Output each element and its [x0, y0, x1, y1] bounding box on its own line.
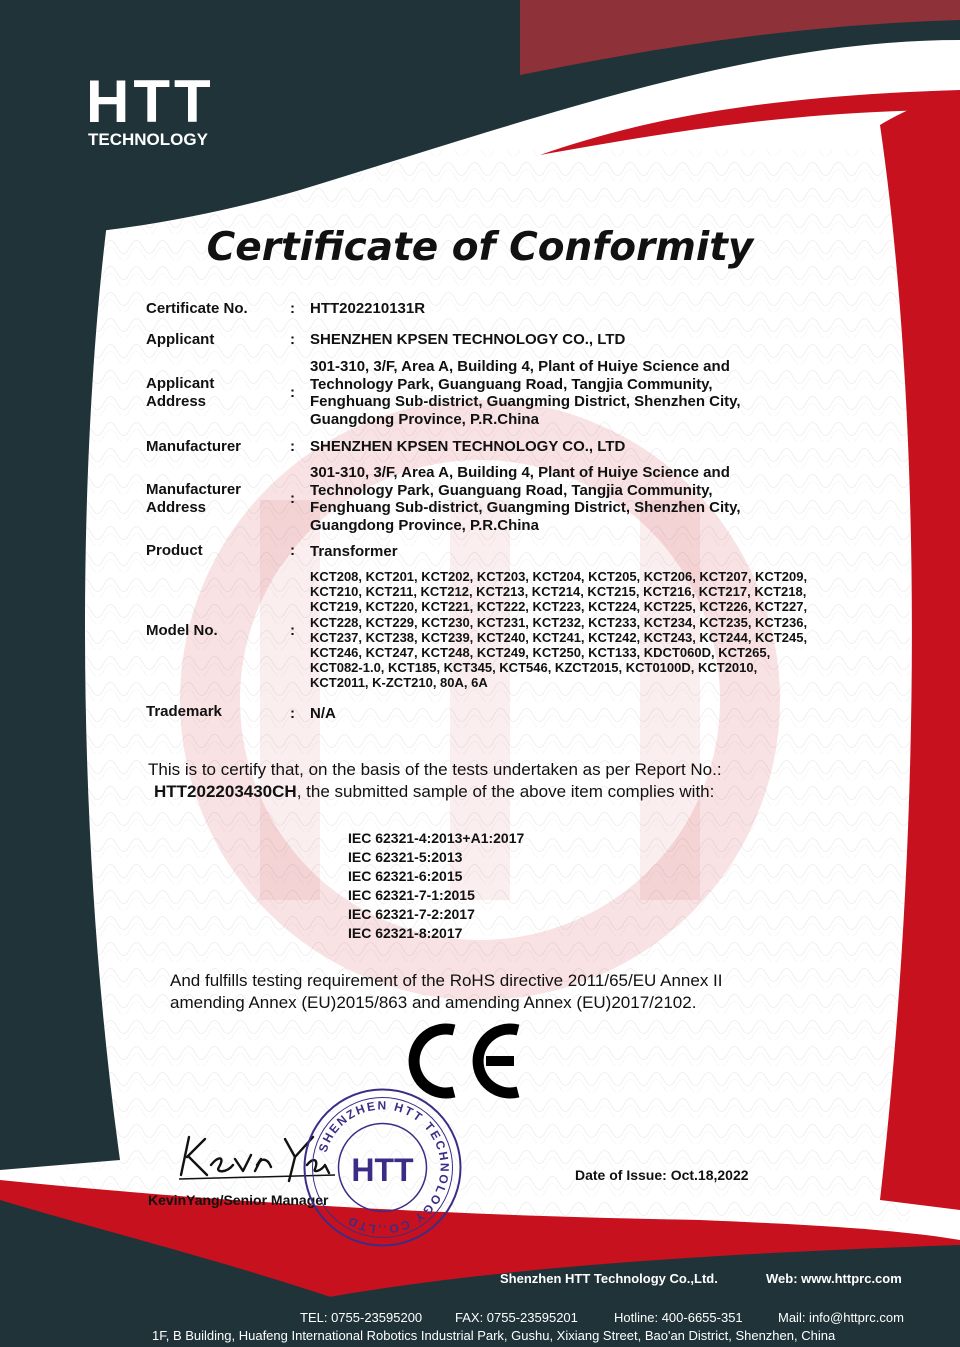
footer-fax: FAX: 0755-23595201 — [455, 1310, 578, 1325]
standard-item: IEC 62321-4:2013+A1:2017 — [348, 830, 525, 846]
product-value: Transformer — [310, 543, 398, 560]
model-line: KCT210, KCT211, KCT212, KCT213, KCT214, KCT215, KCT216, KCT217, KCT218, — [310, 584, 807, 600]
address-line: 301-310, 3/F, Area A, Building 4, Plant of Huiye Science and — [310, 464, 730, 481]
standard-item: IEC 62321-8:2017 — [348, 925, 463, 941]
address-line: Technology Park, Guanguang Road, Tangjia Community, — [310, 481, 713, 499]
applicant-address-label-line1: Applicant — [146, 375, 215, 392]
signature-caption: KevinYang/Senior Manager — [148, 1192, 329, 1208]
address-line: Fenghuang Sub-district, Guangming District, Shenzhen City, — [310, 499, 741, 516]
manufacturer-address-label-line1: Manufacturer — [146, 481, 242, 498]
footer-company: Shenzhen HTT Technology Co.,Ltd. — [500, 1271, 718, 1286]
date-of-issue: Date of Issue: Oct.18,2022 — [575, 1167, 749, 1183]
manufacturer-address-label-line2: Address — [146, 499, 207, 516]
svg-text:HTT: HTT — [351, 1152, 414, 1188]
colon: : — [290, 542, 295, 559]
address-line: Guangdong Province, P.R.China — [310, 516, 539, 534]
standard-item: IEC 62321-7-1:2015 — [348, 887, 475, 903]
standard-item: IEC 62321-5:2013 — [348, 849, 463, 865]
certificate-no-value: HTT202210131R — [310, 300, 426, 317]
footer-mail: Mail: info@httprc.com — [778, 1310, 904, 1325]
trademark-value: N/A — [310, 705, 336, 722]
product-label: Product — [146, 542, 203, 559]
manufacturer-address-label — [146, 481, 286, 517]
model-no-label: Model No. — [146, 622, 218, 639]
certificate-title: Certificate of Conformity — [206, 225, 754, 270]
logo-technology: TECHNOLOGY — [88, 130, 208, 149]
footer-hotline: Hotline: 400-6655-351 — [614, 1310, 743, 1325]
address-line: Guangdong Province, P.R.China — [310, 410, 539, 428]
standards-list — [348, 829, 524, 943]
model-line: KCT228, KCT229, KCT230, KCT231, KCT232, KCT233, KCT234, KCT235, KCT236, — [310, 614, 808, 630]
certificate-no-label: Certificate No. — [146, 300, 248, 317]
trademark-label: Trademark — [146, 703, 222, 720]
model-line: KCT246, KCT247, KCT248, KCT249, KCT250, KCT133, KDCT060D, KCT265, — [310, 645, 771, 661]
model-line: KCT219, KCT220, KCT221, KCT222, KCT223, KCT224, KCT225, KCT226, KCT227, — [310, 599, 808, 615]
colon: : — [290, 438, 295, 455]
company-stamp — [300, 1085, 465, 1250]
applicant-address-value — [310, 358, 850, 428]
model-line: KCT237, KCT238, KCT239, KCT240, KCT241, KCT242, KCT243, KCT244, KCT245, — [310, 629, 808, 645]
applicant-address-label — [146, 375, 286, 411]
colon: : — [290, 622, 295, 639]
certify-line2-rest: , the submitted sample of the above item complies with: — [296, 782, 715, 801]
address-line: Fenghuang Sub-district, Guangming District, Shenzhen City, — [310, 393, 741, 410]
address-line: Technology Park, Guanguang Road, Tangjia Community, — [310, 375, 713, 393]
applicant-address-label-line2: Address — [146, 393, 207, 410]
standard-item: IEC 62321-6:2015 — [348, 868, 463, 884]
standard-item: IEC 62321-7-2:2017 — [348, 906, 475, 922]
model-line: KCT2011, K-ZCT210, 80A, 6A — [310, 675, 488, 691]
rohs-line2: amending Annex (EU)2015/863 and amending Annex (EU)2017/2102. — [170, 993, 697, 1012]
logo-htt: HTT — [86, 68, 215, 135]
colon: : — [290, 300, 295, 317]
svg-text:SHENZHEN HTT TECHNOLOGY CO.,LT: SHENZHEN HTT TECHNOLOGY CO.,LTD — [315, 1098, 452, 1237]
model-line: KCT082-1.0, KCT185, KCT345, KCT546, KZCT2015, KCT0100D, KCT2010, — [310, 660, 758, 676]
certify-paragraph — [148, 759, 838, 803]
rohs-paragraph — [170, 970, 860, 1014]
manufacturer-value: SHENZHEN KPSEN TECHNOLOGY CO., LTD — [310, 438, 626, 455]
certify-line1: This is to certify that, on the basis of the tests undertaken as per Report No.: — [148, 760, 722, 779]
address-line: 301-310, 3/F, Area A, Building 4, Plant of Huiye Science and — [310, 358, 730, 375]
certify-line2 — [148, 781, 838, 803]
colon: : — [290, 490, 295, 507]
footer-address: 1F, B Building, Huafeng International Robotics Industrial Park, Gushu, Xixiang Street, Bao'an District, Shenzhen, China — [152, 1328, 836, 1343]
colon: : — [290, 705, 295, 722]
colon: : — [290, 331, 295, 348]
colon: : — [290, 384, 295, 401]
applicant-value: SHENZHEN KPSEN TECHNOLOGY CO., LTD — [310, 331, 626, 348]
manufacturer-label: Manufacturer — [146, 438, 242, 455]
rohs-line1: And fulfills testing requirement of the RoHS directive 2011/65/EU Annex II — [170, 971, 723, 990]
report-number: HTT202203430CH — [154, 782, 297, 801]
applicant-label: Applicant — [146, 331, 215, 348]
footer-tel: TEL: 0755-23595200 — [300, 1310, 423, 1325]
model-no-value — [310, 569, 855, 691]
footer-web: Web: www.httprc.com — [766, 1271, 902, 1286]
model-line: KCT208, KCT201, KCT202, KCT203, KCT204, KCT205, KCT206, KCT207, KCT209, — [310, 569, 808, 584]
manufacturer-address-value — [310, 464, 850, 534]
